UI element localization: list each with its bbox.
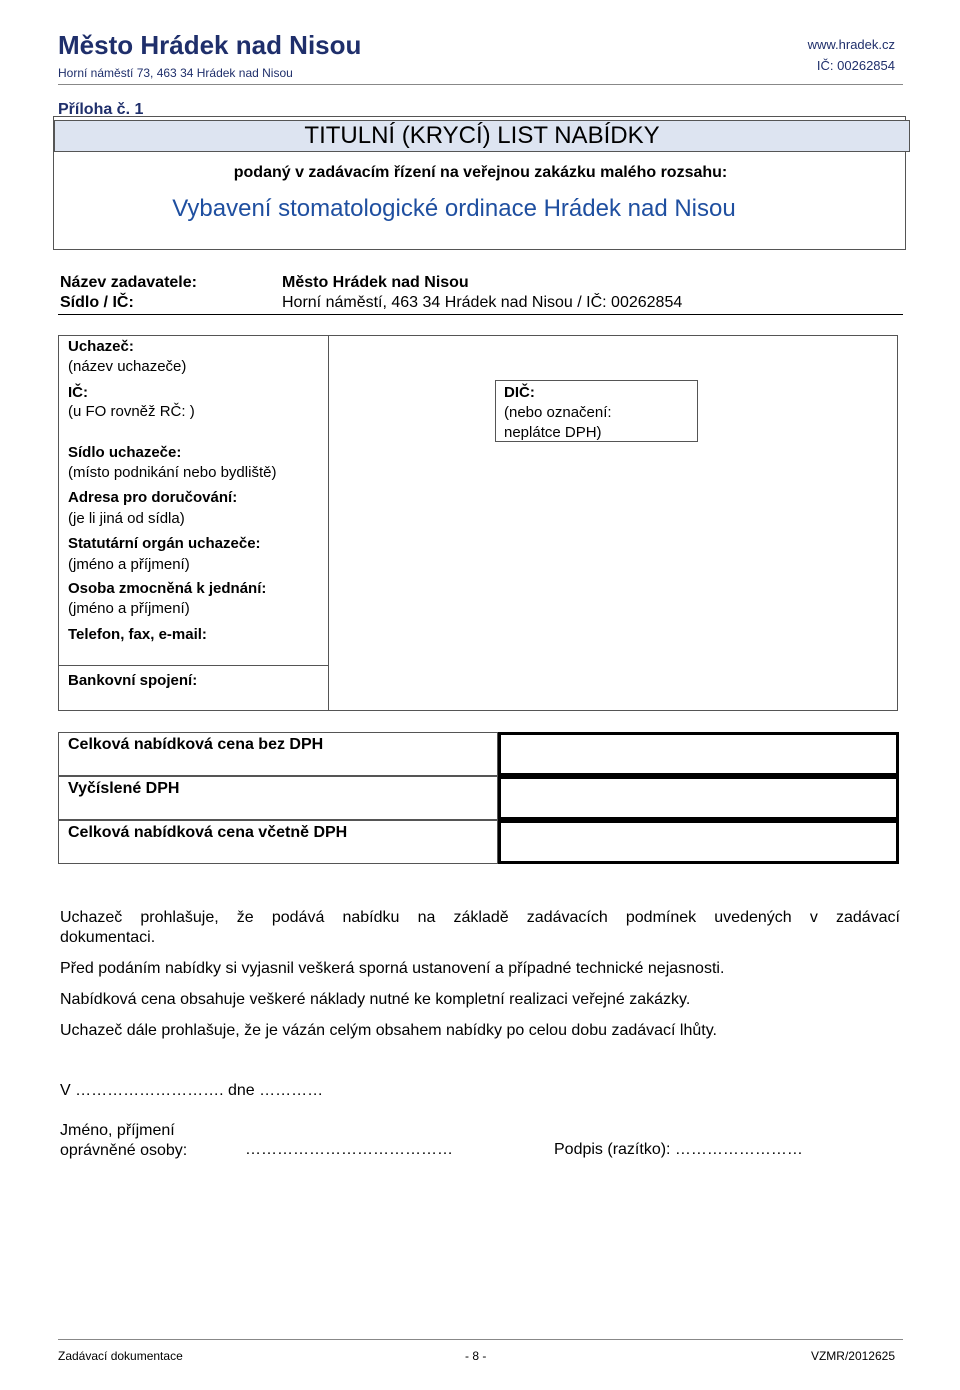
declaration-1-cont: dokumentaci.: [60, 929, 156, 946]
name-label-1: Jméno, příjmení: [60, 1122, 175, 1139]
price-with-vat-label: Celková nabídková cena včetně DPH: [68, 824, 348, 841]
contract-subject: Vybavení stomatologické ordinace Hrádek nad Nisou: [172, 195, 736, 222]
page-number: - 8 -: [465, 1349, 487, 1363]
place-date-line[interactable]: V ………………………. dne …………: [60, 1082, 324, 1099]
dic-label: DIČ:: [504, 384, 535, 401]
authorized-person-label: Osoba zmocněná k jednání:: [68, 580, 267, 597]
city-address: Horní náměstí 73, 463 34 Hrádek nad Nisou: [58, 66, 293, 80]
authority-seat-value: Horní náměstí, 463 34 Hrádek nad Nisou / IČ: 00262854: [282, 294, 683, 311]
authority-name-label: Název zadavatele:: [60, 274, 197, 291]
statutory-body-label: Statutární orgán uchazeče:: [68, 535, 261, 552]
signature-field[interactable]: Podpis (razítko): ……………………: [554, 1141, 803, 1158]
header-ic: IČ: 00262854: [816, 58, 895, 73]
price-without-vat-field[interactable]: [498, 732, 899, 776]
bidder-name-hint: (název uchazeče): [68, 358, 187, 375]
declaration-4: Uchazeč dále prohlašuje, že je vázán celým obsahem nabídky po celou dobu zadávací lhůty.: [60, 1022, 717, 1039]
name-field[interactable]: …………………………………: [245, 1141, 453, 1158]
city-title: Město Hrádek nad Nisou: [58, 30, 362, 60]
authorized-person-hint: (jméno a příjmení): [68, 600, 190, 617]
footer-left: Zadávací dokumentace: [58, 1349, 183, 1363]
document-title: TITULNÍ (KRYCÍ) LIST NABÍDKY: [304, 122, 660, 149]
price-without-vat-label: Celková nabídková cena bez DPH: [68, 736, 324, 753]
bidder-table-row-divider: [58, 665, 328, 666]
vat-amount-label: Vyčíslené DPH: [68, 780, 180, 797]
bidder-seat-hint: (místo podnikání nebo bydliště): [68, 464, 277, 481]
footer-divider: [58, 1339, 903, 1340]
bidder-seat-label: Sídlo uchazeče:: [68, 444, 182, 461]
bidder-table-divider: [328, 335, 329, 711]
authority-seat-label: Sídlo / IČ:: [60, 294, 134, 311]
bidder-ic-label: IČ:: [68, 384, 88, 401]
declaration-2: Před podáním nabídky si vyjasnil veškerá sporná ustanovení a případné technické nejasnosti.: [60, 960, 725, 977]
dic-hint-1: (nebo označení:: [504, 404, 612, 421]
contact-label: Telefon, fax, e-mail:: [68, 626, 207, 643]
delivery-address-label: Adresa pro doručování:: [68, 489, 238, 506]
delivery-address-hint: (je li jiná od sídla): [68, 510, 185, 527]
annex-label: Příloha č. 1: [58, 101, 144, 118]
authority-name-value: Město Hrádek nad Nisou: [282, 274, 469, 291]
name-label-2: oprávněné osoby:: [60, 1142, 188, 1159]
price-with-vat-field[interactable]: [498, 820, 899, 864]
header-divider: [58, 84, 903, 85]
bank-label: Bankovní spojení:: [68, 672, 198, 689]
bidder-ic-hint: (u FO rovněž RČ: ): [68, 403, 195, 420]
footer-right: VZMR/2012625: [810, 1349, 895, 1363]
website: www.hradek.cz: [807, 37, 895, 52]
bidder-name-label: Uchazeč:: [68, 338, 134, 355]
dic-hint-2: neplátce DPH): [504, 424, 602, 441]
authority-divider: [58, 314, 903, 315]
declaration-1: Uchazeč prohlašuje, že podává nabídku na základě zadávacích podmínek uvedených v zadávací: [60, 909, 900, 926]
declaration-3: Nabídková cena obsahuje veškeré náklady nutné ke kompletní realizaci veřejné zakázky.: [60, 991, 691, 1008]
vat-amount-field[interactable]: [498, 776, 899, 820]
document-subtitle: podaný v zadávacím řízení na veřejnou zakázku malého rozsahu:: [233, 164, 728, 181]
statutory-body-hint: (jméno a příjmení): [68, 556, 190, 573]
